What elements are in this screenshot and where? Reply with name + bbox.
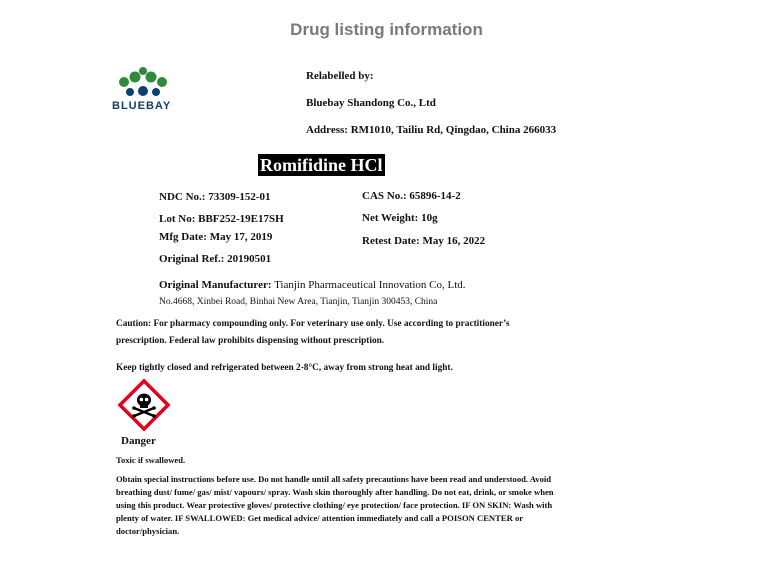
hazard-statement: Toxic if swallowed. [116,455,186,465]
manufacturer-label: Original Manufacturer: [159,279,272,291]
ndc-number: NDC No.: 73309-152-01 [159,191,271,203]
caution-line-2: prescription. Federal law prohibits dispensing without prescription. [116,336,385,346]
product-name: Romifidine HCl [260,155,383,175]
signal-word: Danger [121,435,156,447]
mfg-date: Mfg Date: May 17, 2019 [159,231,273,243]
manufacturer-line [159,279,466,291]
caution-line-1: Caution: For pharmacy compounding only. For veterinary use only. Use according to practitioner’s [116,319,510,329]
retest-date: Retest Date: May 16, 2022 [362,235,486,247]
manufacturer-address: No.4668, Xinbei Road, Binhai New Area, Tianjin, Tianjin 300453, China [159,297,438,307]
relabel-address: Address: RM1010, Tailiu Rd, Qingdao, China 266033 [306,124,557,136]
net-weight: Net Weight: 10g [362,212,438,224]
relabel-company: Bluebay Shandong Co., Ltd [306,97,436,109]
logo-text: BLUEBAY [112,100,172,112]
manufacturer-name: Tianjin Pharmaceutical Innovation Co, Ltd. [274,279,466,291]
page-title: Drug listing information [290,20,483,39]
original-ref: Original Ref.: 20190501 [159,253,272,265]
skull-crossbones-icon [117,378,171,437]
precautionary-statements: Obtain special instructions before use. Do not handle until all safety precautions have been read and understood. Avoid breathing dust/ fume/ gas/ mist/ vapours/ spray. Wash skin thoroughly after handling. Do not eat, drink, or smoke when using this product. Wear protective gloves/ protective clothing/ eye protection/ face protection. IF ON SKIN: Wash with plenty of water. IF SWALLOWED: Get medical advice/ attention immediately and call a POISON CENTER or doctor/physician. [116,474,554,536]
lot-number: Lot No: BBF252-19E17SH [159,213,284,225]
cas-number: CAS No.: 65896-14-2 [362,190,461,202]
relabel-heading: Relabelled by: [306,70,374,82]
storage-instructions: Keep tightly closed and refrigerated between 2-8°C, away from strong heat and light. [116,363,453,373]
